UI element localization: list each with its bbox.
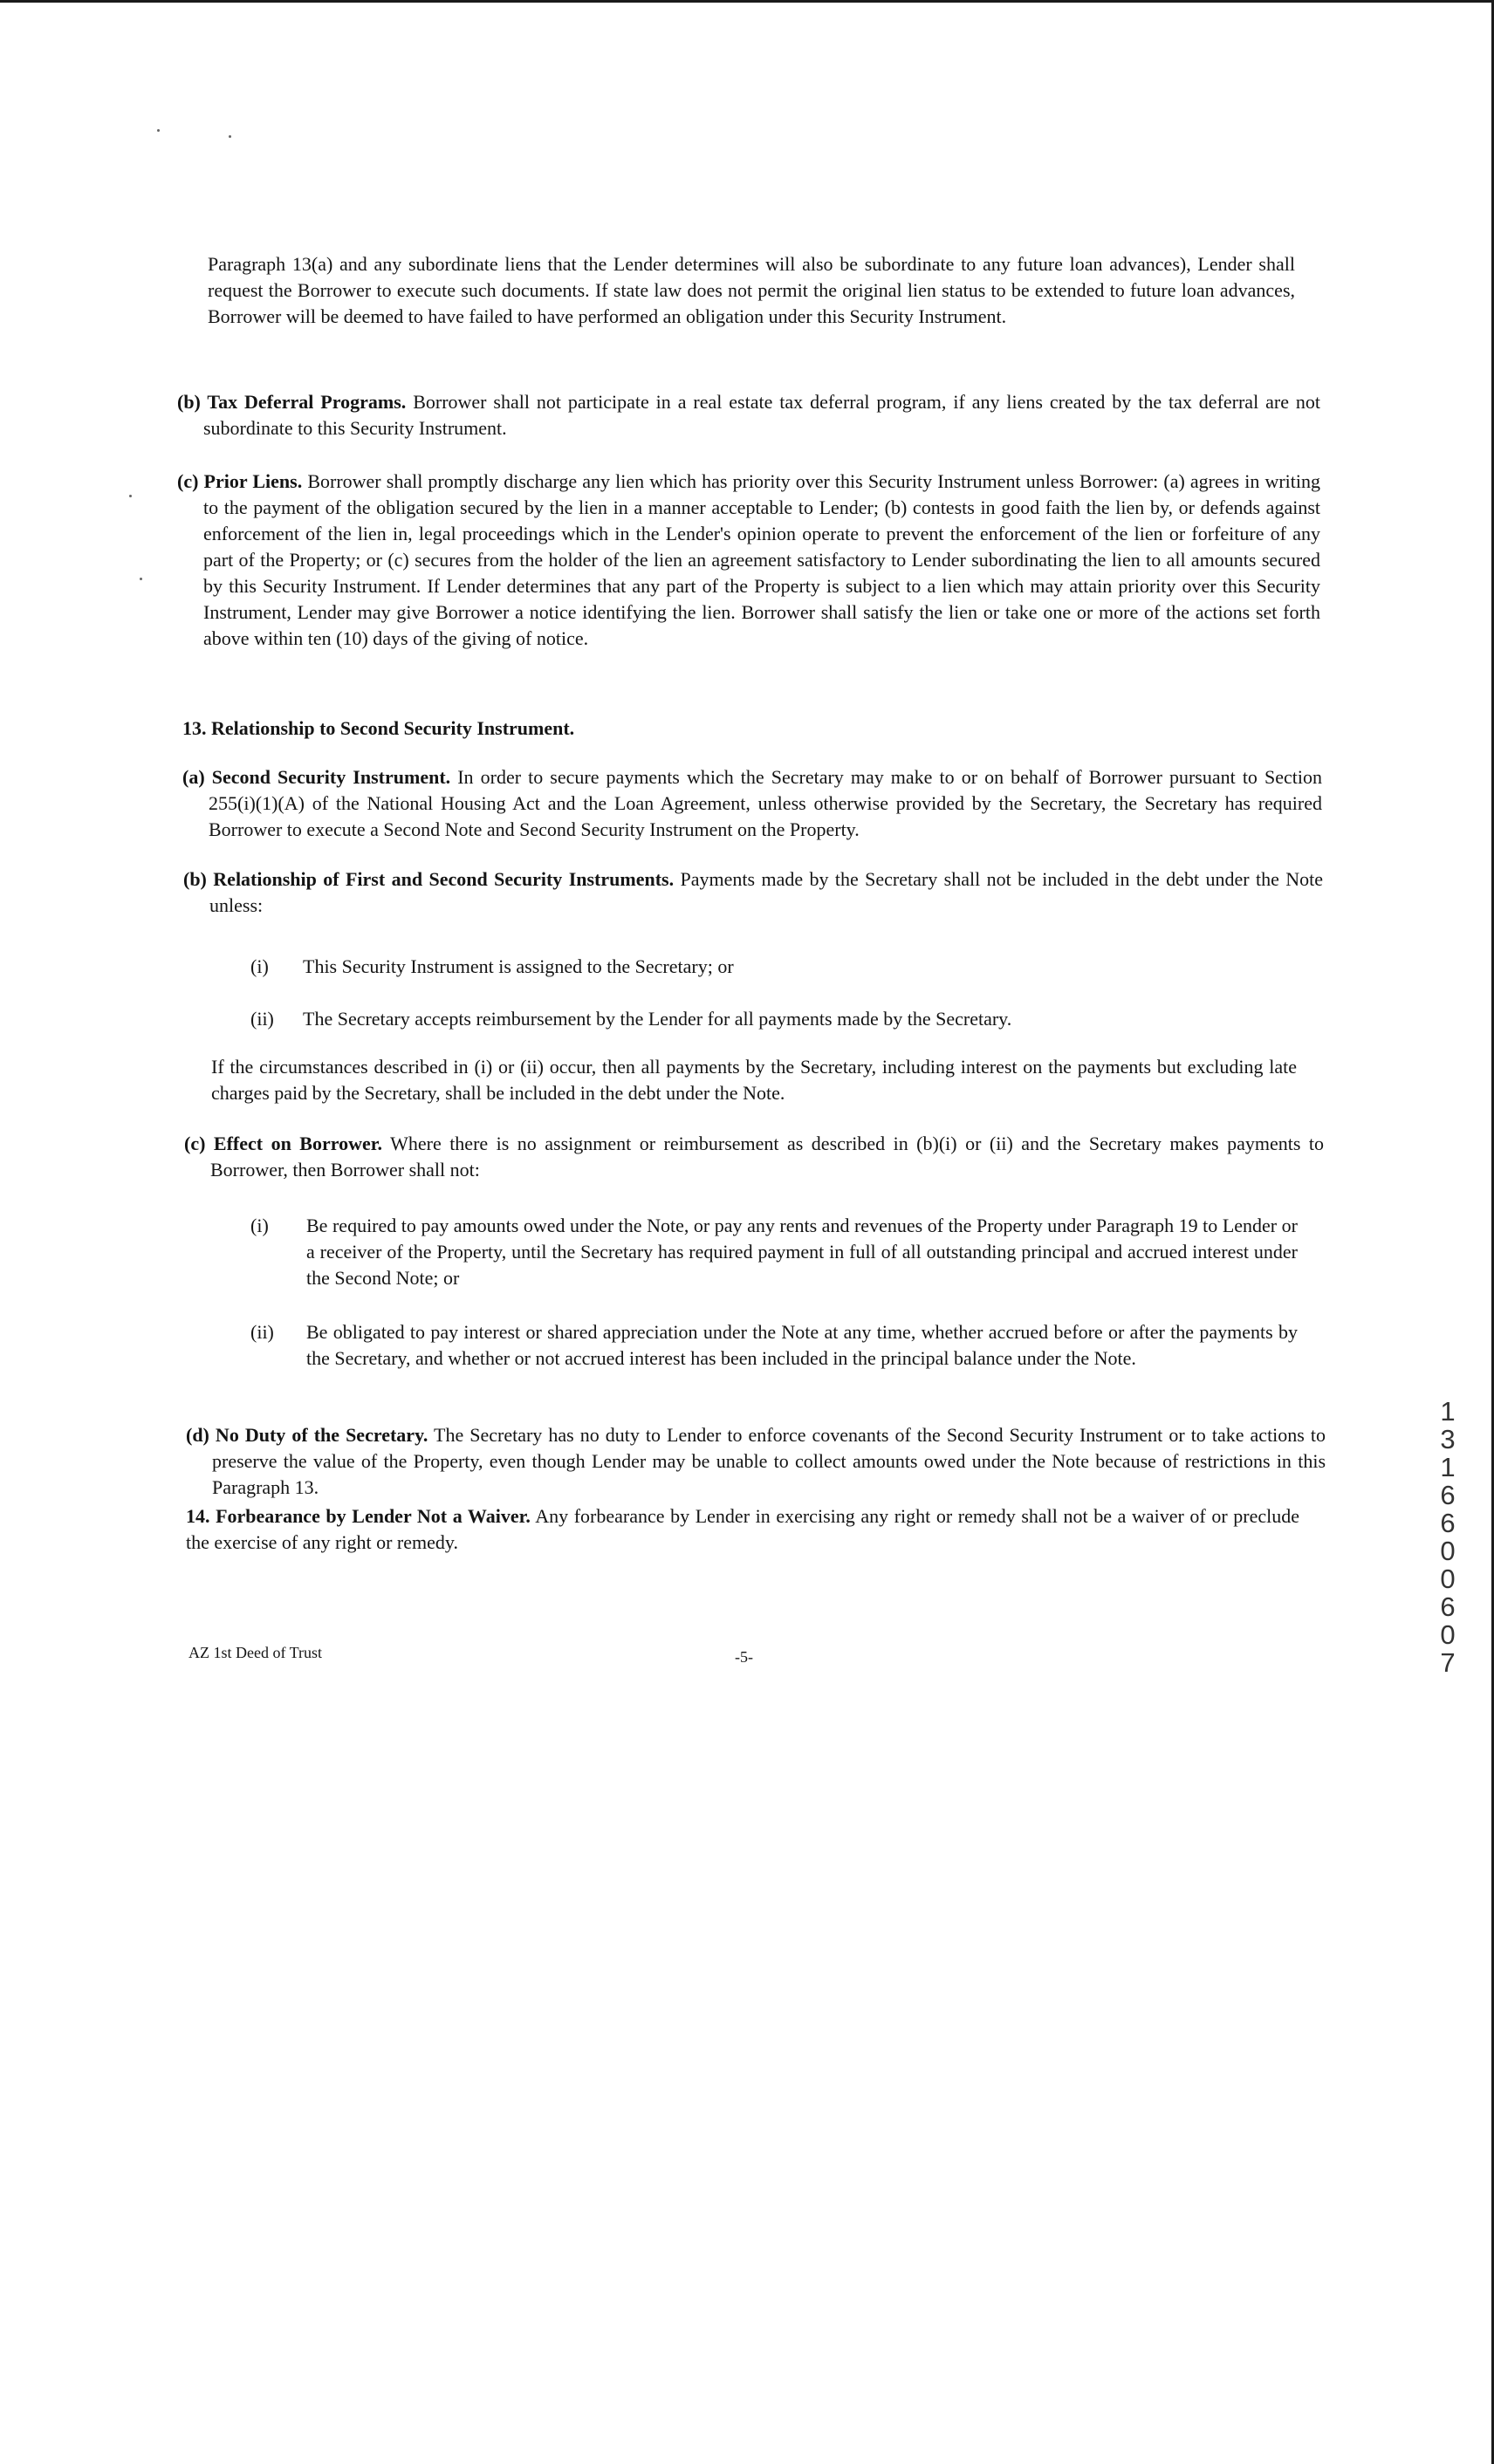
prior-liens-text: Borrower shall promptly discharge any lien which has priority over this Security Instrument unless Borrower: (a) agrees in writing to the payment of the obligation secured by the lien in a manner acceptable to Lender; (b) contests in good faith the lien by, or defends against enforcement of the lien in, legal proceedings which in the Lender's opinion operate to prevent the enforcement of the lien or forfeiture of any part of the Property; or (c) secures from the holder of the lien an agreement satisfactory to Lender subordinating the lien to all amounts secured by this Security Instrument. If Lender determines that any part of the Property is subject to a lien which may attain priority over this Security Instrument, Lender may give Borrower a notice identifying the lien. Borrower shall satisfy the lien or take one or more of the actions set forth above within ten (10) days of the giving of notice. [203, 470, 1320, 649]
prior-liens-heading: (c) Prior Liens. [177, 470, 303, 492]
tax-deferral-heading: (b) Tax Deferral Programs. [177, 391, 407, 413]
footer-form-name: AZ 1st Deed of Trust [188, 1644, 323, 1661]
relationship-text: Payments made by the Secretary shall not be included in the debt under the Note unless: [209, 868, 1323, 916]
section-13-title: 13. Relationship to Second Security Instrument. [182, 717, 575, 739]
second-security-paragraph [182, 764, 1322, 843]
second-security-text: In order to secure payments which the Secretary may make to or on behalf of Borrower pursuant to Section 255(i)(1)(A) of the National Housing Act and the Loan Agreement, unless otherwise provided by the Secretary, the Secretary has required Borrower to execute a Second Note and Second Security Instrument on the Property. [209, 766, 1322, 840]
effect-text: Where there is no assignment or reimbursement as described in (b)(i) or (ii) and the Secretary makes payments to Borrower, then Borrower shall not: [210, 1133, 1324, 1181]
relationship-item-1-text: This Security Instrument is assigned to the Secretary; or [303, 955, 734, 977]
forbearance-text: Any forbearance by Lender in exercising any right or remedy shall not be a waiver of or preclude the exercise of any right or remedy. [186, 1505, 1299, 1553]
relationship-item-1-number: (i) [250, 955, 269, 977]
effect-item-2-number: (ii) [250, 1321, 274, 1343]
relationship-paragraph [183, 866, 1323, 919]
relationship-item-2-number: (ii) [250, 1008, 274, 1030]
no-duty-paragraph [186, 1422, 1326, 1501]
effect-paragraph [184, 1131, 1324, 1183]
no-duty-heading: (d) No Duty of the Secretary. [186, 1424, 428, 1446]
tax-deferral-text: Borrower shall not participate in a real estate tax deferral program, if any liens created by the tax deferral are not subordinate to this Security Instrument. [203, 391, 1320, 439]
effect-heading: (c) Effect on Borrower. [184, 1133, 382, 1154]
prior-liens-paragraph [177, 469, 1320, 652]
effect-item-2-text: Be obligated to pay interest or shared appreciation under the Note at any time, whether accrued before or after the payments by the Secretary, and whether or not accrued interest has been included in the principal balance under the Note. [306, 1321, 1298, 1369]
forbearance-heading: 14. Forbearance by Lender Not a Waiver. [186, 1505, 531, 1527]
forbearance-paragraph [186, 1503, 1299, 1556]
relationship-item-2-text: The Secretary accepts reimbursement by the Lender for all payments made by the Secretary. [303, 1008, 1012, 1030]
tax-deferral-paragraph [177, 389, 1320, 441]
no-duty-text: The Secretary has no duty to Lender to enforce covenants of the Second Security Instrument or to take actions to preserve the value of the Property, even though Lender may be unable to collect amounts owed under the Note because of restrictions in this Paragraph 13. [212, 1424, 1326, 1498]
second-security-heading: (a) Second Security Instrument. [182, 766, 451, 788]
footer-page-number: -5- [735, 1648, 753, 1666]
relationship-after-text: If the circumstances described in (i) or (ii) occur, then all payments by the Secretary, including interest on the payments but excluding late charges paid by the Secretary, shall be included in the debt under the Note. [211, 1056, 1297, 1104]
effect-item-1-text: Be required to pay amounts owed under the Note, or pay any rents and revenues of the Property under Paragraph 19 to Lender or a receiver of the Property, until the Secretary has required payment in full of all outstanding principal and accrued interest under the Second Note; or [306, 1215, 1298, 1289]
continuation-paragraph: Paragraph 13(a) and any subordinate liens that the Lender determines will also be subordinate to any future loan advances), Lender shall request the Borrower to execute such documents. If state law does not permit the original lien status to be extended to future loan advances, Borrower will be deemed to have failed to have performed an obligation under this Security Instrument. [208, 253, 1295, 327]
side-document-stamp: 13166 00607 [1440, 1396, 1456, 1678]
effect-item-1-number: (i) [250, 1215, 269, 1236]
relationship-heading: (b) Relationship of First and Second Security Instruments. [183, 868, 675, 890]
